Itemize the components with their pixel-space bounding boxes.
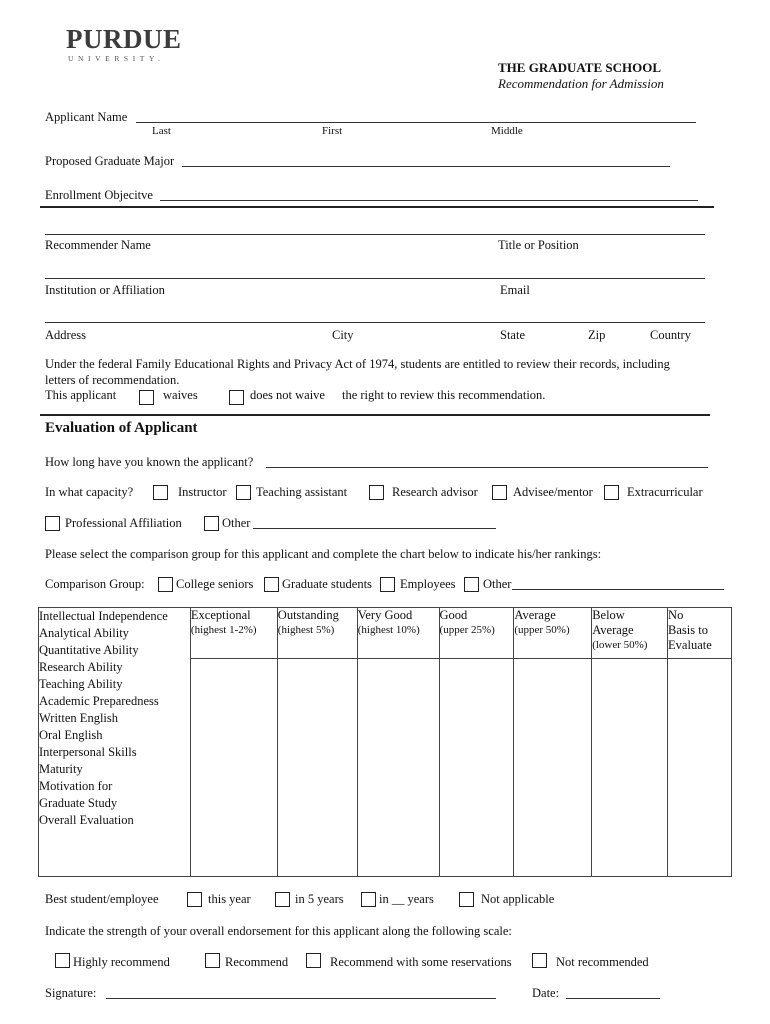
best-n-years-checkbox[interactable] [361,892,376,907]
best-not-applicable-label: Not applicable [481,892,555,906]
date-field[interactable] [566,998,660,999]
address-field[interactable] [45,322,705,323]
row-label: Written English [39,711,118,725]
email-label: Email [500,283,530,297]
capacity-extracurricular-label: Extracurricular [627,485,703,499]
row-label: Intellectual Independence [39,609,168,623]
capacity-instructor-checkbox[interactable] [153,485,168,500]
col-header-below-average: Below Average (lower 50%) [592,608,668,659]
first-name-caption: First [322,125,343,137]
comparison-instruction: Please select the comparison group for this applicant and complete the chart below to indicate his/her rankings: [45,547,602,561]
recommender-name-field[interactable] [45,234,705,235]
middle-name-caption: Middle [491,125,523,137]
major-label: Proposed Graduate Major [45,154,175,168]
purdue-logo-subtitle: UNIVERSITY. [68,54,165,63]
capacity-ta-label: Teaching assistant [256,485,348,499]
capacity-label: In what capacity? [45,485,134,499]
purdue-logo: PURDUE [66,24,182,54]
best-this-year-label: this year [208,892,251,906]
recommender-name-label: Recommender Name [45,238,151,252]
capacity-extracurricular-checkbox[interactable] [604,485,619,500]
capacity-instructor-label: Instructor [178,485,227,499]
applicant-name-label: Applicant Name [45,110,128,124]
endorse-not-recommended-checkbox[interactable] [532,953,547,968]
rating-cell-outstanding[interactable] [277,659,357,877]
capacity-advisee-checkbox[interactable] [492,485,507,500]
objective-field[interactable] [160,200,698,201]
rating-cell-below-average[interactable] [592,659,668,877]
rating-cell-exceptional[interactable] [190,659,277,877]
endorse-not-recommended-label: Not recommended [556,955,649,969]
row-label: Academic Preparedness [39,694,159,708]
title-label: Title or Position [498,238,579,252]
comparison-other-label: Other [483,577,512,591]
col-header-outstanding: Outstanding (highest 5%) [277,608,357,659]
col-header-no-basis: No Basis to Evaluate [668,608,732,659]
comparison-college-seniors-label: College seniors [176,577,254,591]
this-applicant-label: This applicant [45,388,117,402]
rating-cell-good[interactable] [439,659,514,877]
capacity-advisee-label: Advisee/mentor [513,485,593,499]
capacity-professional-checkbox[interactable] [45,516,60,531]
comparison-employees-checkbox[interactable] [380,577,395,592]
signature-label: Signature: [45,986,97,1000]
rating-cell-average[interactable] [514,659,592,877]
endorse-recommend-checkbox[interactable] [205,953,220,968]
zip-label: Zip [588,328,606,342]
row-label: Oral English [39,728,103,742]
endorse-reservations-checkbox[interactable] [306,953,321,968]
endorse-recommend-label: Recommend [225,955,289,969]
row-label: Teaching Ability [39,677,123,691]
endorse-reservations-label: Recommend with some reservations [330,955,512,969]
objective-label: Enrollment Objecitve [45,188,153,202]
date-label: Date: [532,986,560,1000]
row-label: Interpersonal Skills [39,745,137,759]
does-not-waive-checkbox[interactable] [229,390,244,405]
row-label: Motivation for [39,779,113,793]
institution-field[interactable] [45,278,705,279]
row-label: Quantitative Ability [39,643,139,657]
applicant-name-field[interactable] [136,122,696,123]
comparison-group-label: Comparison Group: [45,577,145,591]
capacity-professional-label: Professional Affiliation [65,516,182,530]
best-5-years-checkbox[interactable] [275,892,290,907]
capacity-research-advisor-label: Research advisor [392,485,478,499]
best-student-label: Best student/employee [45,892,159,906]
institution-label: Institution or Affiliation [45,283,165,297]
comparison-college-seniors-checkbox[interactable] [158,577,173,592]
capacity-other-checkbox[interactable] [204,516,219,531]
row-label: Overall Evaluation [39,813,134,827]
school-title: THE GRADUATE SCHOOL [498,60,662,75]
endorse-highly-checkbox[interactable] [55,953,70,968]
signature-field[interactable] [106,998,496,999]
rating-cell-very-good[interactable] [357,659,439,877]
capacity-research-advisor-checkbox[interactable] [369,485,384,500]
best-not-applicable-checkbox[interactable] [459,892,474,907]
row-label: Research Ability [39,660,123,674]
capacity-ta-checkbox[interactable] [236,485,251,500]
how-long-label: How long have you known the applicant? [45,455,254,469]
capacity-other-field[interactable] [253,528,496,529]
best-this-year-checkbox[interactable] [187,892,202,907]
ferpa-text-line1: Under the federal Family Educational Rights and Privacy Act of 1974, students are entitled to review their records, including [45,357,670,371]
comparison-employees-label: Employees [400,577,456,591]
capacity-other-label: Other [222,516,251,530]
comparison-graduate-students-label: Graduate students [282,577,372,591]
comparison-other-checkbox[interactable] [464,577,479,592]
col-header-exceptional: Exceptional (highest 1-2%) [190,608,277,659]
last-name-caption: Last [152,125,171,137]
comparison-other-field[interactable] [512,589,724,590]
address-label: Address [45,328,86,342]
row-label: Maturity [39,762,83,776]
col-header-very-good: Very Good (highest 10%) [357,608,439,659]
form-title: Recommendation for Admission [498,76,664,91]
best-n-years-label: in __ years [379,892,434,906]
row-label: Graduate Study [39,796,118,810]
col-header-average: Average (upper 50%) [514,608,592,659]
section-divider-2 [40,414,710,416]
waiver-tail-text: the right to review this recommendation. [342,388,546,402]
comparison-graduate-students-checkbox[interactable] [264,577,279,592]
does-not-waive-label: does not waive [250,388,325,402]
major-field[interactable] [182,166,670,167]
row-label: Analytical Ability [39,626,129,640]
city-label: City [332,328,354,342]
section-divider [40,206,714,208]
waives-label: waives [163,388,198,402]
endorse-highly-label: Highly recommend [73,955,170,969]
state-label: State [500,328,525,342]
ferpa-text-line2: letters of recommendation. [45,373,180,387]
rating-cell-no-basis[interactable] [668,659,732,877]
rating-row-labels [39,608,191,877]
waives-checkbox[interactable] [139,390,154,405]
best-5-years-label: in 5 years [295,892,344,906]
endorsement-instruction: Indicate the strength of your overall endorsement for this applicant along the following scale: [45,924,512,938]
evaluation-heading: Evaluation of Applicant [45,420,198,436]
rating-table [38,607,732,877]
col-header-good: Good (upper 25%) [439,608,514,659]
country-label: Country [650,328,691,342]
how-long-field[interactable] [266,467,708,468]
